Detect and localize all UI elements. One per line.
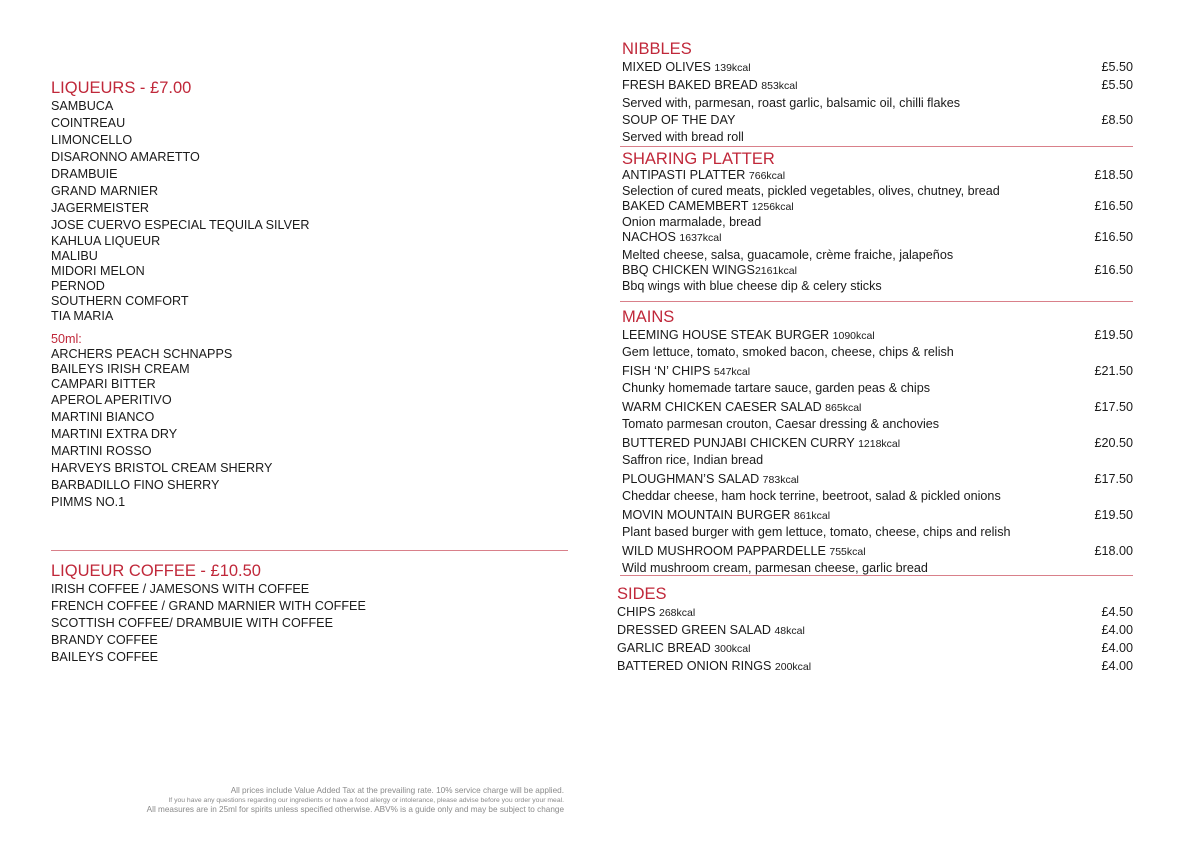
item-name: LEEMING HOUSE STEAK BURGER: [622, 328, 830, 342]
list-item: BAILEYS IRISH CREAM: [51, 362, 190, 376]
section-heading-sharing-platter: SHARING PLATTER: [622, 150, 775, 168]
item-kcal: 1090kcal: [832, 330, 875, 342]
item-description: Saffron rice, Indian bread: [622, 453, 764, 467]
list-item: DRAMBUIE: [51, 167, 118, 181]
menu-item: [622, 59, 1133, 77]
menu-item: [622, 168, 1133, 184]
menu-item: [622, 263, 1133, 279]
item-kcal: 861kcal: [793, 510, 831, 522]
item-kcal: 300kcal: [714, 643, 751, 655]
item-price: £8.50: [1101, 113, 1133, 127]
list-item: FRENCH COFFEE / GRAND MARNIER WITH COFFEE: [51, 599, 366, 613]
list-item: IRISH COFFEE / JAMESONS WITH COFFEE: [51, 582, 310, 596]
menu-item: [622, 435, 1133, 468]
menu-item: [617, 622, 1133, 640]
list-item: JOSE CUERVO ESPECIAL TEQUILA SILVER: [51, 218, 310, 232]
item-description: Chunky homemade tartare sauce, garden peas & chips: [622, 381, 931, 395]
item-price: £16.50: [1094, 263, 1133, 277]
item-price: £18.50: [1094, 168, 1133, 182]
divider: [620, 146, 1133, 147]
liqueurs-section: [51, 78, 569, 511]
menu-item: [622, 471, 1133, 504]
item-kcal: 268kcal: [659, 607, 696, 619]
list-item: LIMONCELLO: [51, 133, 133, 147]
item-description: Bbq wings with blue cheese dip & celery sticks: [622, 279, 882, 293]
list-item: COINTREAU: [51, 116, 126, 130]
item-name: GARLIC BREAD: [617, 641, 711, 655]
item-description: Served with bread roll: [622, 130, 744, 144]
item-kcal: 783kcal: [762, 474, 799, 486]
divider: [620, 301, 1133, 302]
sides-section: [617, 584, 1133, 676]
list-item: MARTINI EXTRA DRY: [51, 427, 178, 441]
footer-vat-note: All prices include Value Added Tax at the prevailing rate. 10% service charge will be applied.: [230, 786, 564, 795]
section-heading-liqueurs: LIQUEURS - £7.00: [51, 79, 192, 97]
item-kcal: 766kcal: [748, 170, 786, 182]
sharing-platter-section: [622, 150, 1133, 294]
item-description: Tomato parmesan crouton, Caesar dressing & anchovies: [622, 417, 940, 431]
item-name: WARM CHICKEN CAESER SALAD: [622, 400, 822, 414]
list-item: DISARONNO AMARETTO: [51, 150, 200, 164]
item-price: £4.00: [1101, 623, 1133, 637]
item-name: FISH ‘N’ CHIPS: [622, 364, 711, 378]
list-item: GRAND MARNIER: [51, 184, 159, 198]
list-item: SAMBUCA: [51, 99, 114, 113]
item-price: £17.50: [1094, 400, 1133, 414]
item-kcal: 48kcal: [774, 625, 805, 637]
item-description: Melted cheese, salsa, guacamole, crème fraiche, jalapeños: [622, 248, 954, 262]
footer-notes: [40, 786, 564, 815]
item-price: £19.50: [1094, 508, 1133, 522]
item-kcal: 755kcal: [829, 546, 866, 558]
subheading-50ml: 50ml:: [51, 332, 82, 346]
item-name: MOVIN MOUNTAIN BURGER: [622, 508, 791, 522]
list-item: MALIBU: [51, 249, 98, 263]
menu-item: [622, 399, 1133, 432]
list-item: PERNOD: [51, 279, 105, 293]
menu-item: [622, 112, 1133, 129]
list-item: MARTINI BIANCO: [51, 410, 155, 424]
list-item: PIMMS NO.1: [51, 495, 126, 509]
list-item: SCOTTISH COFFEE/ DRAMBUIE WITH COFFEE: [51, 616, 333, 630]
item-name: BBQ CHICKEN WINGS: [622, 263, 755, 277]
list-item: MARTINI ROSSO: [51, 444, 152, 458]
item-description: Served with, parmesan, roast garlic, balsamic oil, chilli flakes: [622, 96, 961, 110]
item-description: Onion marmalade, bread: [622, 215, 762, 229]
list-item: TIA MARIA: [51, 309, 114, 323]
item-price: £4.00: [1101, 659, 1133, 673]
list-item: KAHLUA LIQUEUR: [51, 234, 161, 248]
item-kcal: 853kcal: [761, 80, 798, 92]
item-price: £4.50: [1101, 605, 1133, 619]
item-description: Wild mushroom cream, parmesan cheese, garlic bread: [622, 561, 928, 575]
list-item: JAGERMEISTER: [51, 201, 149, 215]
item-price: £5.50: [1101, 60, 1133, 74]
item-price: £16.50: [1094, 230, 1133, 244]
item-kcal: 1218kcal: [858, 438, 901, 450]
menu-item: [617, 604, 1133, 622]
item-name: MIXED OLIVES: [622, 60, 711, 74]
list-item: BRANDY COFFEE: [51, 633, 158, 647]
item-kcal: 1637kcal: [679, 232, 722, 244]
divider: [51, 550, 568, 551]
mains-section: [622, 307, 1133, 576]
item-name: SOUP OF THE DAY: [622, 113, 736, 127]
menu-item: [622, 230, 1133, 246]
item-description: Plant based burger with gem lettuce, tomato, cheese, chips and relish: [622, 525, 1011, 539]
footer-measures-note: All measures are in 25ml for spirits unless specified otherwise. ABV% is a guide only and may be subject to change: [146, 805, 564, 814]
list-item: MIDORI MELON: [51, 264, 145, 278]
item-kcal: 2161kcal: [754, 265, 797, 277]
list-item: CAMPARI BITTER: [51, 377, 156, 391]
item-name: ANTIPASTI PLATTER: [622, 168, 746, 182]
menu-item: [622, 363, 1133, 396]
item-kcal: 547kcal: [713, 366, 751, 378]
item-price: £19.50: [1094, 328, 1133, 342]
section-heading-liqueur-coffee: LIQUEUR COFFEE - £10.50: [51, 562, 261, 580]
item-name: BUTTERED PUNJABI CHICKEN CURRY: [622, 436, 855, 450]
nibbles-section: [622, 39, 1133, 146]
divider: [620, 575, 1133, 576]
item-price: £5.50: [1101, 78, 1133, 92]
item-name: NACHOS: [622, 230, 676, 244]
item-name: FRESH BAKED BREAD: [622, 78, 758, 92]
item-kcal: 139kcal: [714, 62, 751, 74]
menu-item: [622, 507, 1133, 540]
list-item: HARVEYS BRISTOL CREAM SHERRY: [51, 461, 273, 475]
item-name: BATTERED ONION RINGS: [617, 659, 772, 673]
item-name: WILD MUSHROOM PAPPARDELLE: [622, 544, 826, 558]
item-price: £20.50: [1094, 436, 1133, 450]
item-description: Cheddar cheese, ham hock terrine, beetroot, salad & pickled onions: [622, 489, 1001, 503]
liqueur-coffee-section: [51, 561, 569, 666]
list-item: BARBADILLO FINO SHERRY: [51, 478, 220, 492]
list-item: APEROL APERITIVO: [51, 393, 172, 407]
menu-item: [622, 543, 1133, 576]
item-kcal: 200kcal: [774, 661, 812, 673]
item-name: PLOUGHMAN’S SALAD: [622, 472, 760, 486]
item-price: £16.50: [1094, 199, 1133, 213]
list-item: SOUTHERN COMFORT: [51, 294, 189, 308]
section-heading-mains: MAINS: [622, 308, 675, 326]
item-price: £18.00: [1094, 544, 1133, 558]
menu-item: [622, 327, 1133, 360]
footer-allergy-note: If you have any questions regarding our ingredients or have a food allergy or intolerance, please advise before you order your meal.: [168, 797, 564, 804]
item-name: DRESSED GREEN SALAD: [617, 623, 771, 637]
item-price: £4.00: [1101, 641, 1133, 655]
item-kcal: 1256kcal: [751, 201, 794, 213]
item-price: £17.50: [1094, 472, 1133, 486]
item-kcal: 865kcal: [825, 402, 862, 414]
item-price: £21.50: [1094, 364, 1133, 378]
section-heading-nibbles: NIBBLES: [622, 40, 692, 58]
item-description: Selection of cured meats, pickled vegetables, olives, chutney, bread: [622, 184, 1000, 198]
section-heading-sides: SIDES: [617, 585, 667, 603]
menu-item: [622, 77, 1133, 95]
menu-item: [622, 199, 1133, 215]
menu-item: [617, 640, 1133, 658]
menu-item: [617, 658, 1133, 676]
list-item: ARCHERS PEACH SCHNAPPS: [51, 347, 233, 361]
item-name: CHIPS: [617, 605, 656, 619]
item-name: BAKED CAMEMBERT: [622, 199, 749, 213]
list-item: BAILEYS COFFEE: [51, 650, 159, 664]
item-description: Gem lettuce, tomato, smoked bacon, cheese, chips & relish: [622, 345, 954, 359]
